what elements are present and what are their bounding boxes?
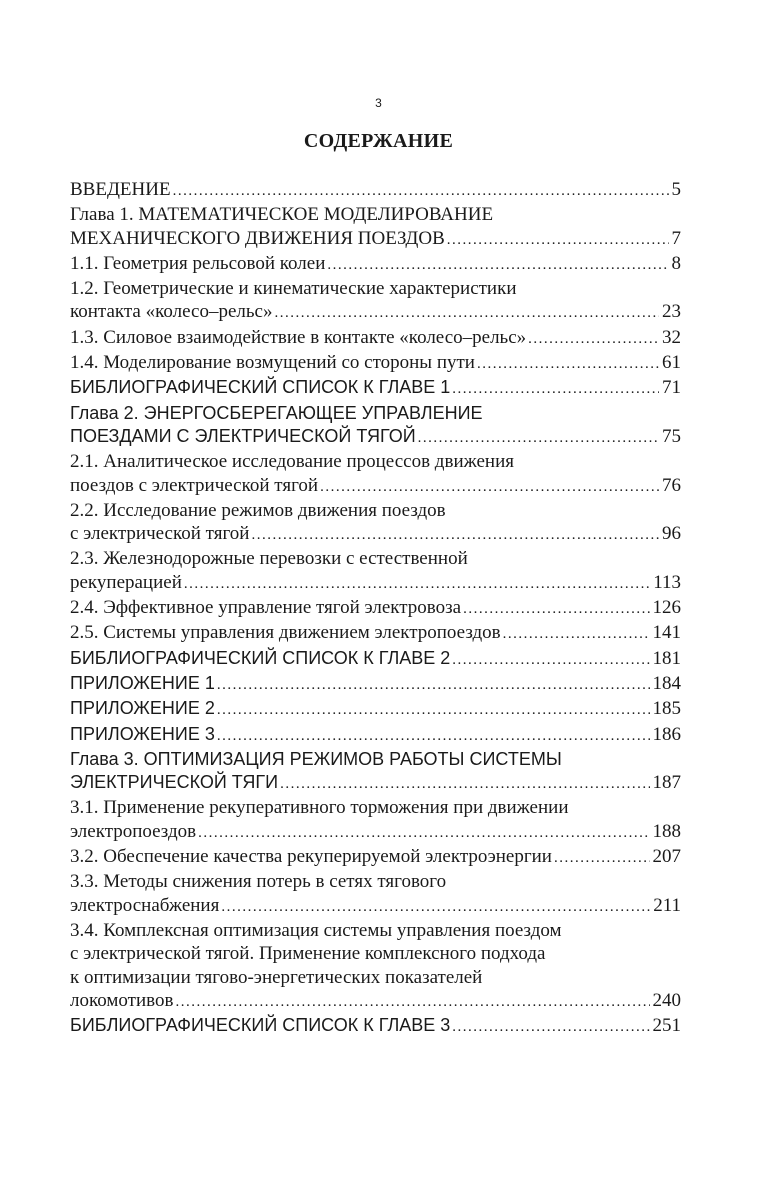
dot-leader: [463, 598, 649, 621]
dot-leader: [452, 378, 659, 401]
toc-entry: [70, 376, 681, 401]
toc-page-number: 23: [662, 301, 681, 323]
toc-entry: [70, 326, 681, 351]
toc-entry-text: БИБЛИОГРАФИЧЕСКИЙ СПИСОК К ГЛАВЕ 3: [70, 1015, 451, 1036]
toc-entry-text: ПРИЛОЖЕНИЕ 3: [70, 723, 215, 744]
toc-entry-text: 3.1. Применение рекуперативного торможения при движении: [70, 797, 569, 819]
toc-entry-text: ПРИЛОЖЕНИЕ 1: [70, 672, 215, 693]
toc-entry-text: 2.2. Исследование режимов движения поездов: [70, 499, 446, 521]
toc-page-number: 188: [652, 820, 681, 842]
toc-page-number: 7: [671, 227, 681, 249]
toc-entry: [70, 596, 681, 621]
dot-leader: [418, 427, 659, 450]
toc-entry: [70, 697, 681, 722]
toc-entry-text: БИБЛИОГРАФИЧЕСКИЙ СПИСОК К ГЛАВЕ 1: [70, 377, 451, 398]
toc-entry-text: к оптимизации тягово-энергетических показателей: [70, 966, 483, 988]
toc-entry: [70, 796, 681, 845]
toc-entry: [70, 203, 681, 252]
dot-leader: [217, 699, 650, 722]
dot-leader: [221, 896, 650, 919]
toc-entry-text: ПОЕЗДАМИ С ЭЛЕКТРИЧЕСКОЙ ТЯГОЙ: [70, 425, 416, 446]
toc-page-number: 251: [652, 1015, 681, 1037]
page-number: 3: [375, 96, 382, 110]
dot-leader: [274, 302, 659, 325]
toc-page-number: 126: [652, 597, 681, 619]
toc-entry-text: 1.4. Моделирование возмущений со стороны пути: [70, 352, 475, 374]
toc-entry: [70, 252, 681, 277]
toc-entry: [70, 450, 681, 499]
toc-page-number: 240: [652, 989, 681, 1011]
toc-entry: [70, 845, 681, 870]
toc-entry-text: 2.1. Аналитическое исследование процессов движения: [70, 451, 514, 473]
toc-page-number: 184: [652, 672, 681, 694]
toc-entry: [70, 547, 681, 596]
toc-page-number: 141: [652, 622, 681, 644]
toc-entry-text: 2.4. Эффективное управление тягой электровоза: [70, 597, 462, 619]
toc-entry-text: локомотивов: [70, 989, 174, 1011]
toc-entry-text: Глава 1. МАТЕМАТИЧЕСКОЕ МОДЕЛИРОВАНИЕ: [70, 204, 494, 226]
toc-entry-text: 1.1. Геометрия рельсовой колеи: [70, 252, 326, 274]
toc-entry: [70, 1014, 681, 1039]
toc-entry-text: поездов с электрической тягой: [70, 474, 319, 496]
toc-page-number: 113: [653, 571, 681, 593]
toc-page-number: 76: [662, 474, 681, 496]
toc-entry: [70, 919, 681, 1014]
toc-page-number: 211: [653, 894, 681, 916]
toc-entry-text: 1.3. Силовое взаимодействие в контакте «колесо–рельс»: [70, 326, 527, 348]
page-title: СОДЕРЖАНИЕ: [303, 130, 454, 152]
dot-leader: [175, 991, 649, 1014]
dot-leader: [184, 573, 650, 596]
dot-leader: [280, 773, 649, 796]
dot-leader: [217, 725, 650, 748]
dot-leader: [447, 229, 669, 252]
toc-page-number: 96: [662, 523, 681, 545]
toc-entry: [70, 351, 681, 376]
toc-entry: [70, 672, 681, 697]
dot-leader: [251, 524, 659, 547]
toc-entry: [70, 621, 681, 646]
toc-page-number: 71: [662, 377, 681, 399]
toc-entry: [70, 723, 681, 748]
toc-entry-text: ПРИЛОЖЕНИЕ 2: [70, 698, 215, 719]
toc-page-number: 207: [652, 846, 681, 868]
toc-page-number: 61: [662, 352, 681, 374]
dot-leader: [554, 847, 650, 870]
toc-entry-text: 3.3. Методы снижения потерь в сетях тягового: [70, 871, 447, 893]
toc-entry-text: 3.2. Обеспечение качества рекуперируемой электроэнергии: [70, 846, 552, 868]
toc-entry-text: 2.5. Системы управления движением электропоездов: [70, 622, 501, 644]
toc-entry-text: с электрической тягой: [70, 523, 250, 545]
toc-page-number: 75: [662, 425, 681, 447]
toc-entry-text: электроснабжения: [70, 894, 220, 916]
dot-leader: [217, 674, 650, 697]
dot-leader: [198, 822, 649, 845]
toc-page-number: 181: [652, 647, 681, 669]
dot-leader: [503, 623, 650, 646]
toc-entry-text: контакта «колесо–рельс»: [70, 301, 273, 323]
table-of-contents: [70, 178, 681, 1039]
toc-entry-text: электропоездов: [70, 820, 197, 842]
toc-page-number: 5: [671, 179, 681, 200]
toc-entry-text: 1.2. Геометрические и кинематические характеристики: [70, 278, 517, 300]
toc-entry: [70, 402, 681, 451]
dot-leader: [327, 254, 668, 277]
toc-entry-text: МЕХАНИЧЕСКОГО ДВИЖЕНИЯ ПОЕЗДОВ: [70, 227, 445, 249]
toc-entry-text: 2.3. Железнодорожные перевозки с естественной: [70, 548, 468, 570]
toc-entry-text: с электрической тягой. Применение комплексного подхода: [70, 943, 546, 965]
toc-page-number: 32: [662, 326, 681, 348]
toc-page-number: 8: [671, 252, 681, 274]
dot-leader: [452, 1016, 649, 1039]
dot-leader: [320, 476, 659, 499]
toc-entry: [70, 178, 681, 203]
dot-leader: [452, 649, 649, 672]
toc-page-number: 185: [652, 698, 681, 720]
toc-entry-text: ВВЕДЕНИЕ: [70, 179, 171, 200]
toc-entry: [70, 647, 681, 672]
toc-entry: [70, 748, 681, 797]
toc-entry: [70, 870, 681, 919]
toc-entry-text: 3.4. Комплексная оптимизация системы управления поездом: [70, 919, 562, 941]
toc-entry: [70, 499, 681, 548]
dot-leader: [477, 353, 659, 376]
dot-leader: [528, 328, 659, 351]
toc-entry-text: Глава 2. ЭНЕРГОСБЕРЕГАЮЩЕЕ УПРАВЛЕНИЕ: [70, 402, 483, 423]
toc-entry-text: ЭЛЕКТРИЧЕСКОЙ ТЯГИ: [70, 772, 279, 793]
toc-entry-text: Глава 3. ОПТИМИЗАЦИЯ РЕЖИМОВ РАБОТЫ СИСТЕМЫ: [70, 748, 562, 769]
dot-leader: [173, 180, 669, 203]
toc-entry: [70, 277, 681, 326]
toc-page-number: 187: [652, 772, 681, 794]
toc-entry-text: БИБЛИОГРАФИЧЕСКИЙ СПИСОК К ГЛАВЕ 2: [70, 647, 451, 668]
toc-page-number: 186: [652, 723, 681, 745]
toc-entry-text: рекуперацией: [70, 571, 182, 593]
